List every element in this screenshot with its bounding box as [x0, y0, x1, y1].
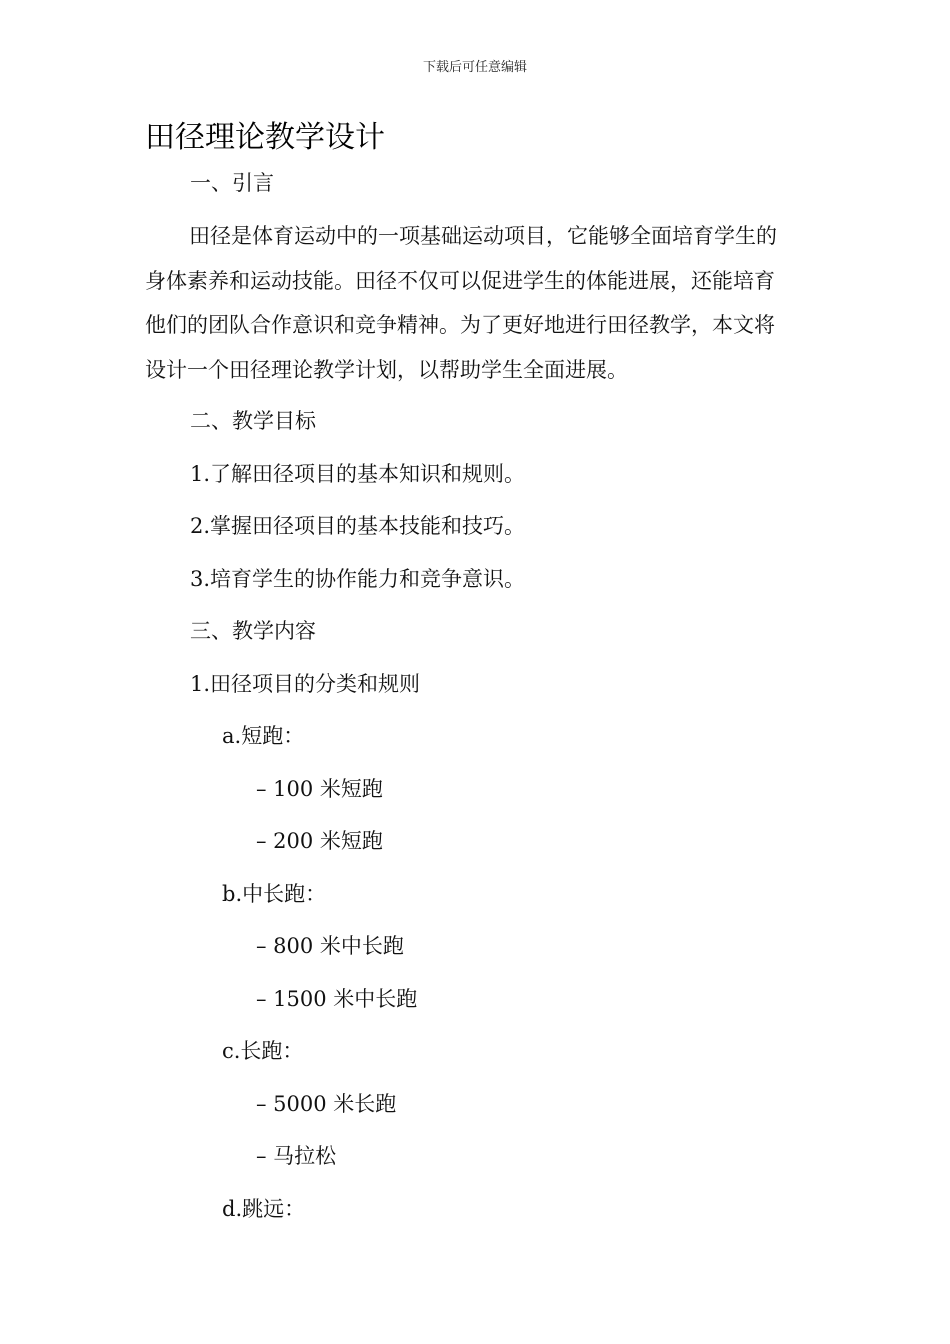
intro-paragraph: 田径是体育运动中的一项基础运动项目，它能够全面培育学生的身体素养和运动技能。田径不仅可以促进学生的体能进展，还能培育他们的团队合作意识和竞争精神。为了更好地进行田径教学，本文将设计一个田径理论教学计划，以帮助学生全面进展。: [145, 224, 777, 382]
list-item: – 800 米中长跑: [256, 934, 404, 958]
category-label-long-distance: c.长跑：: [222, 1039, 304, 1063]
list-item: – 1500 米中长跑: [256, 987, 418, 1011]
goal-item: 3.培育学生的协作能力和竞争意识。: [190, 567, 526, 591]
section-heading-intro: 一、引言: [190, 171, 274, 195]
list-item: – 5000 米长跑: [256, 1092, 397, 1116]
goal-item: 1.了解田径项目的基本知识和规则。: [190, 462, 526, 486]
list-item: – 100 米短跑: [256, 777, 383, 801]
category-label-middle-distance: b.中长跑：: [222, 882, 327, 906]
list-item: – 马拉松: [256, 1144, 337, 1168]
document-title: 田径理论教学设计: [145, 120, 385, 155]
list-item: – 200 米短跑: [256, 829, 383, 853]
goal-item: 2.掌握田径项目的基本技能和技巧。: [190, 514, 526, 538]
category-label-long-jump: d.跳远：: [222, 1197, 306, 1221]
section-heading-content: 三、教学内容: [190, 619, 316, 643]
category-label-sprint: a.短跑：: [222, 724, 305, 748]
page-header: 下载后可任意编辑: [422, 60, 527, 75]
section-heading-goals: 二、教学目标: [190, 409, 316, 433]
content-item: 1.田径项目的分类和规则: [190, 672, 421, 696]
